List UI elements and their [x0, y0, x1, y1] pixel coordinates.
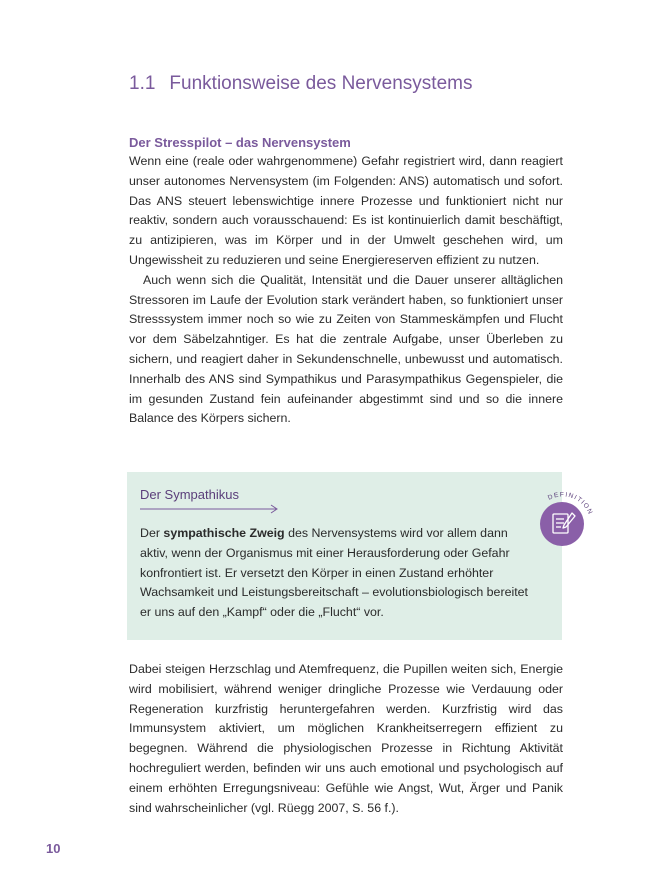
section-title-text: Funktionsweise des Nervensystems [169, 73, 473, 94]
definition-title: Der Sympathikus [140, 487, 239, 502]
definition-text-after: des Nervensystems wird vor allem dann aktiv, wenn der Organismus mit einer Herausforderung oder Gefahr konfrontiert ist. Er versetzt den Körper in einen Zustand erhöhter Wachsamkeit und Leistungsbereitschaft – evolutionsbiologisch bereitet er uns auf den „Kampf“ oder die „Flucht“ vor. [140, 526, 528, 620]
definition-term: sympathische Zweig [163, 526, 285, 540]
definition-text-before: Der [140, 526, 164, 540]
paragraph-2: Auch wenn sich die Qualität, Intensität und die Dauer unserer alltäglichen Stressoren im Laufe der Evolution stark verändert haben, so funktioniert unser Stresssystem immer noch so wie zu Zeiten von Stammeskämpfen und Flucht vor dem Säbelzahntiger. Es hat die zentrale Aufgabe, unser Überleben zu sichern, und reagiert daher in Sekundenschnelle, unbewusst und automatisch. Innerhalb des ANS sind Sympathikus und Parasympathikus Gegenspieler, die im gesunden Zustand fein aufeinander abgestimmt sind und so die innere Balance des Körpers sichern. [129, 272, 563, 426]
badge-circle [540, 502, 584, 546]
section-title [129, 73, 473, 95]
paragraph-3: Dabei steigen Herzschlag und Atemfrequenz, die Pupillen weiten sich, Energie wird mobilisiert, während weniger dringliche Prozesse wie Verdauung oder Regeneration kurzfristig heruntergefahren werden. Kurzfristig wird das Immunsystem aktiviert, um möglichen Krankheitserregern effizient zu begegnen. Während die physiologischen Prozesse in Richtung Aktivität hochreguliert werden, befinden wir uns auch emotional und psychologisch auf einem erhöhten Erregungsniveau: Gefühle wie Angst, Wut, Ärger und Panik sind wahrscheinlicher (vgl. Rüegg 2007, S. 56 f.). [129, 662, 563, 815]
definition-text [140, 524, 535, 623]
section-number: 1.1 [129, 73, 156, 94]
intro-text [129, 152, 563, 429]
paragraph-1: Wenn eine (reale oder wahrgenommene) Gefahr registriert wird, dann reagiert unser autonomes Nervensystem (im Folgenden: ANS) automatisch und sofort. Das ANS steuert lebenswichtige innere Prozesse und funktioniert nicht nur reaktiv, sondern auch vorausschauend: Es ist kontinuierlich damit beschäftigt, zu antizipieren, was im Körper und in der Umwelt geschehen wird, um Ungewissheit zu reduzieren und seine Energiereserven effizient zu nutzen. [129, 154, 563, 267]
page-number: 10 [46, 841, 61, 856]
definition-badge [531, 488, 597, 554]
after-text [129, 660, 563, 818]
badge-label: DEFINITION [546, 491, 594, 517]
arrow-right-icon [140, 504, 280, 514]
subheading: Der Stresspilot – das Nervensystem [129, 135, 351, 150]
definition-box [127, 472, 562, 640]
